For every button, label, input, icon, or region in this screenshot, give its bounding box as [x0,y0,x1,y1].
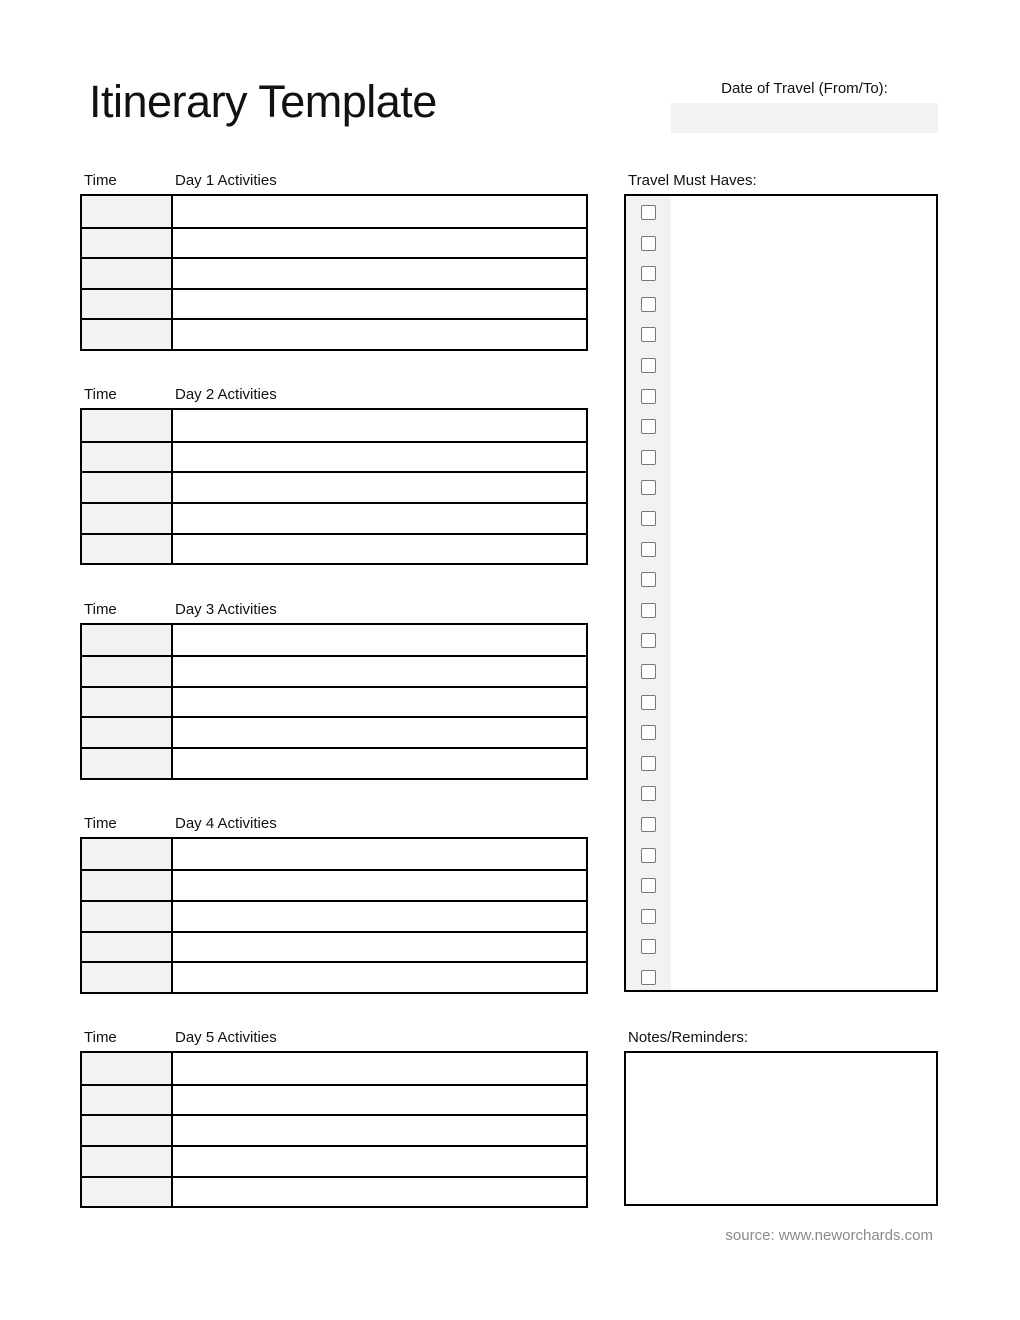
activity-cell[interactable] [173,902,586,931]
table-row [82,533,586,564]
time-cell[interactable] [82,657,173,686]
time-cell[interactable] [82,535,173,564]
time-header: Time [84,600,117,618]
activity-cell[interactable] [173,749,586,778]
checkbox[interactable] [641,695,656,710]
table-row [82,900,586,931]
table-row [82,655,586,686]
time-cell[interactable] [82,1147,173,1176]
checkbox[interactable] [641,633,656,648]
notes-label: Notes/Reminders: [628,1029,749,1046]
activity-cell[interactable] [173,259,586,288]
table-row [82,441,586,472]
page-title: Itinerary Template [89,76,437,127]
time-cell[interactable] [82,718,173,747]
time-cell[interactable] [82,963,173,992]
activity-cell[interactable] [173,688,586,717]
checkbox[interactable] [641,817,656,832]
activity-cell[interactable] [173,1116,586,1145]
table-row [82,502,586,533]
activity-cell[interactable] [173,1147,586,1176]
table-row [82,686,586,717]
table-row [82,1084,586,1115]
time-header: Time [84,1029,117,1047]
activity-cell[interactable] [173,963,586,992]
time-cell[interactable] [82,443,173,472]
date-of-travel-field[interactable] [671,103,938,133]
day-activities-header: Day 3 Activities [175,600,277,618]
time-header: Time [84,386,117,404]
day-1-table [80,194,588,351]
activity-cell[interactable] [173,535,586,564]
checkbox[interactable] [641,419,656,434]
time-cell[interactable] [82,871,173,900]
activity-cell[interactable] [173,718,586,747]
checkbox[interactable] [641,909,656,924]
activity-cell[interactable] [173,1086,586,1115]
activity-cell[interactable] [173,933,586,962]
checkbox[interactable] [641,358,656,373]
day-5-table [80,1051,588,1208]
table-row [82,716,586,747]
checkbox[interactable] [641,603,656,618]
must-haves-label: Travel Must Haves: [628,172,757,189]
time-cell[interactable] [82,1086,173,1115]
checkbox[interactable] [641,939,656,954]
table-row [82,747,586,778]
checkbox[interactable] [641,725,656,740]
activity-cell[interactable] [173,625,586,656]
time-cell[interactable] [82,473,173,502]
checkbox[interactable] [641,389,656,404]
activity-cell[interactable] [173,657,586,686]
day-2-table [80,408,588,565]
time-header: Time [84,172,117,189]
table-row [82,1176,586,1207]
activity-cell[interactable] [173,443,586,472]
time-cell[interactable] [82,410,173,441]
table-row [82,625,586,656]
activity-cell[interactable] [173,410,586,441]
time-cell[interactable] [82,290,173,319]
checkbox[interactable] [641,848,656,863]
activity-cell[interactable] [173,1178,586,1207]
checkbox[interactable] [641,327,656,342]
date-of-travel-label: Date of Travel (From/To): [721,80,888,97]
source-credit: source: www.neworchards.com [725,1227,933,1244]
table-row [82,1053,586,1084]
checkbox[interactable] [641,542,656,557]
time-cell[interactable] [82,259,173,288]
table-row [82,288,586,319]
table-row [82,1114,586,1145]
activity-cell[interactable] [173,229,586,258]
time-cell[interactable] [82,749,173,778]
table-row [82,961,586,992]
time-cell[interactable] [82,229,173,258]
checkbox[interactable] [641,450,656,465]
table-row [82,839,586,870]
time-cell[interactable] [82,320,173,349]
activity-cell[interactable] [173,473,586,502]
time-cell[interactable] [82,1116,173,1145]
checkbox-column [626,196,671,990]
table-row [82,410,586,441]
table-row [82,196,586,227]
time-cell[interactable] [82,1053,173,1084]
checkbox[interactable] [641,970,656,985]
table-row [82,471,586,502]
day-activities-header: Day 1 Activities [175,172,277,189]
day-4-table [80,837,588,994]
day-activities-header: Day 5 Activities [175,1029,277,1047]
checkbox[interactable] [641,266,656,281]
table-row [82,931,586,962]
checkbox[interactable] [641,480,656,495]
activity-cell[interactable] [173,290,586,319]
checkbox[interactable] [641,205,656,220]
time-cell[interactable] [82,933,173,962]
table-row [82,1145,586,1176]
checkbox[interactable] [641,572,656,587]
time-cell[interactable] [82,504,173,533]
activity-cell[interactable] [173,320,586,349]
table-row [82,227,586,258]
day-activities-header: Day 4 Activities [175,814,277,832]
time-header: Time [84,814,117,832]
checkbox[interactable] [641,511,656,526]
checkbox[interactable] [641,297,656,312]
time-cell[interactable] [82,196,173,227]
table-row [82,869,586,900]
must-haves-list [624,194,938,992]
time-cell[interactable] [82,839,173,870]
activity-cell[interactable] [173,504,586,533]
table-row [82,318,586,349]
checkbox[interactable] [641,786,656,801]
notes-area[interactable] [624,1051,938,1206]
time-cell[interactable] [82,625,173,656]
day-3-table [80,623,588,780]
checkbox[interactable] [641,664,656,679]
time-cell[interactable] [82,1178,173,1207]
activity-cell[interactable] [173,871,586,900]
checkbox[interactable] [641,236,656,251]
table-row [82,257,586,288]
activity-cell[interactable] [173,196,586,227]
time-cell[interactable] [82,688,173,717]
checkbox[interactable] [641,756,656,771]
time-cell[interactable] [82,902,173,931]
activity-cell[interactable] [173,1053,586,1084]
activity-cell[interactable] [173,839,586,870]
day-activities-header: Day 2 Activities [175,386,277,404]
checkbox[interactable] [641,878,656,893]
